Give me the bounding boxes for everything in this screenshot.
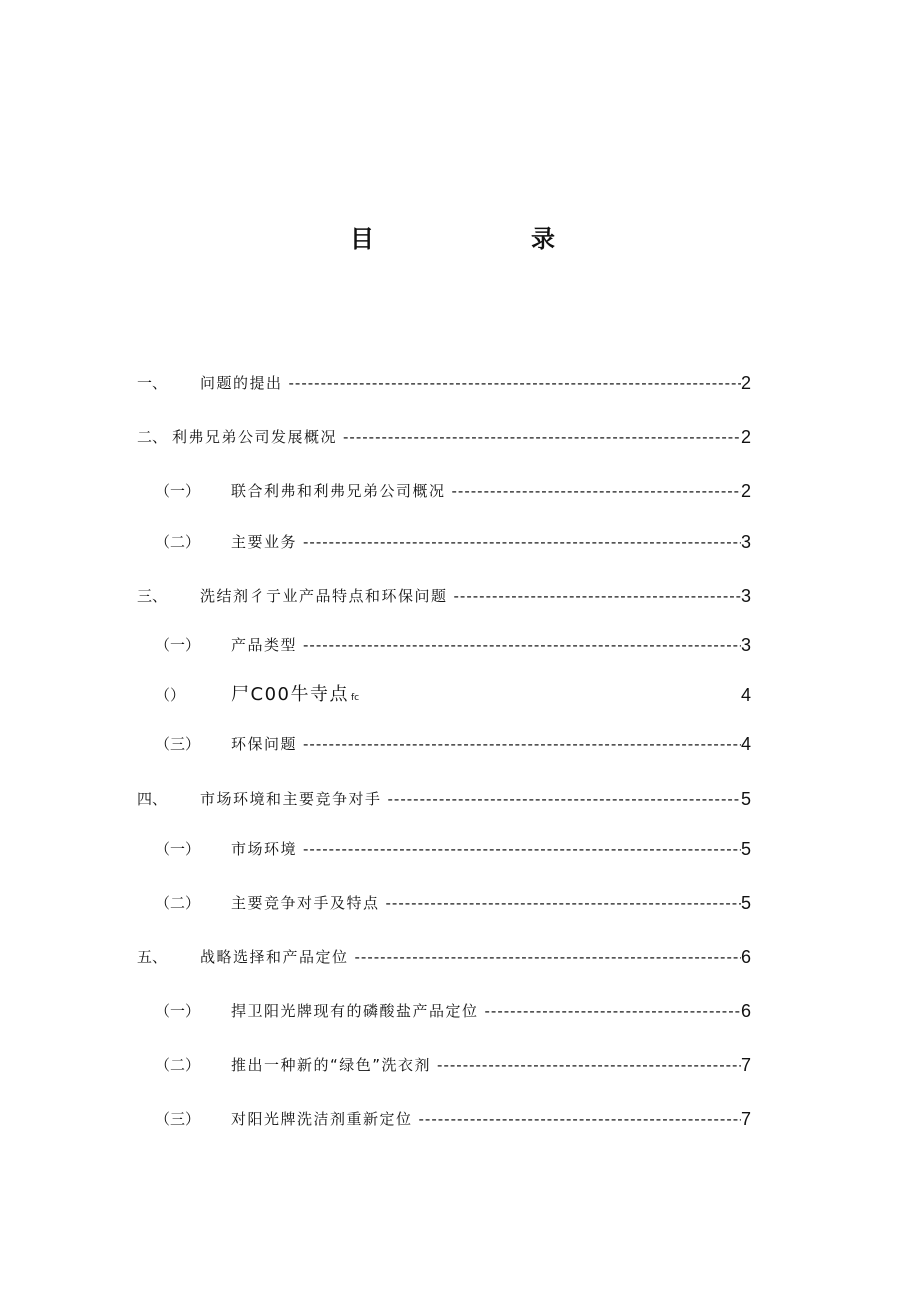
toc-entry[interactable] [0,834,920,864]
toc-entry-title: 尸C00牛寺点 [231,684,349,705]
toc-entry[interactable] [0,888,920,918]
toc-entry-title: 产品类型 [231,636,298,654]
toc-entry-title: 联合利弗和利弗兄弟公司概况 [231,482,446,500]
toc-entry-title: 捍卫阳光牌现有的磷酸盐产品定位 [231,1002,479,1020]
toc-entry-title: 问题的提出 [200,374,283,392]
toc-entry-page: 4 [741,734,752,754]
toc-entry-page: 2 [741,481,752,501]
toc-entry[interactable] [0,630,920,660]
toc-entry-title: 推出一种新的“绿色”洗衣剂 [231,1056,432,1074]
toc-leader-dashes [419,1104,741,1134]
toc-entry[interactable] [0,784,920,814]
toc-title-char-1: 目 [350,225,374,253]
toc-entry[interactable] [0,368,920,398]
toc-entry-title: 市场环境 [231,840,298,858]
toc-entry-page: 3 [741,635,752,655]
toc-entry[interactable] [0,422,920,452]
toc-entry[interactable] [0,527,920,557]
toc-entry-page: 5 [741,789,752,809]
toc-entry-number: （二） [155,533,201,551]
toc-entry-page: 6 [741,947,752,967]
toc-entry-title: 市场环境和主要竞争对手 [200,790,382,808]
toc-entry[interactable] [0,581,920,611]
toc-entry[interactable] [0,942,920,972]
toc-entry-number: （一） [155,1002,201,1020]
toc-entry-page: 2 [741,427,752,447]
toc-entry-number: 五、 [137,948,168,966]
toc-leader-dashes [303,729,741,759]
toc-leader-dashes [303,630,741,660]
toc-entry[interactable] [0,1104,920,1134]
toc-leader-dashes [454,581,741,611]
toc-leader-dashes [303,527,741,557]
toc-entry-page: 7 [741,1055,752,1075]
toc-entry-number: （三） [155,735,201,753]
toc-leader-dashes [485,996,741,1026]
toc-entry-page: 3 [741,532,752,552]
toc-entry-page: 3 [741,586,752,606]
toc-entry[interactable] [0,476,920,506]
toc-leader-dashes [355,942,741,972]
toc-entry-number: （一） [155,840,201,858]
toc-entry-title: 主要竞争对手及特点 [231,894,380,912]
toc-entry-page: 5 [741,893,752,913]
toc-entry-number: （三） [155,1110,201,1128]
toc-leader-dashes [343,422,741,452]
toc-entry-page: 6 [741,1001,752,1021]
toc-entry[interactable] [0,996,920,1026]
toc-entry-number: 一、 [137,374,168,392]
toc-entry-number: （二） [155,894,201,912]
toc-entry-page: 2 [741,373,752,393]
toc-entry[interactable] [0,1050,920,1080]
toc-title-char-2: 录 [531,225,555,253]
toc-entry[interactable] [0,680,920,710]
toc-entry-number: （二） [155,1056,201,1074]
toc-leader-dashes [437,1050,741,1080]
toc-entry-page: 7 [741,1109,752,1129]
toc-entry-page: 5 [741,839,752,859]
toc-entry-number: （一） [155,636,201,654]
toc-leader-dashes [452,476,741,506]
toc-entry-title: 洗结剂彳亍业产品特点和环保问题 [200,587,448,605]
toc-entry-suffix: fc [350,693,360,703]
toc-entry-number: 四、 [137,790,168,808]
toc-entry-title: 对阳光牌洗洁剂重新定位 [231,1110,413,1128]
toc-entry-number: 二、 [137,428,168,446]
toc-entry-number: 三、 [137,587,168,605]
toc-entry-title: 战略选择和产品定位 [200,948,349,966]
toc-entry-title: 主要业务 [231,533,298,551]
toc-entry-number: （） [155,686,186,704]
toc-leader-dashes [388,784,741,814]
toc-entry-number: （一） [155,482,201,500]
toc-entry-title: 环保问题 [231,735,298,753]
toc-entry-page: 4 [741,685,752,705]
toc-leader-dashes [303,834,741,864]
toc-entry[interactable] [0,729,920,759]
toc-entry-title: 利弗兄弟公司发展概况 [172,428,338,446]
toc-leader-dashes [289,368,741,398]
toc-title [0,222,920,256]
toc-leader-dashes [386,888,741,918]
